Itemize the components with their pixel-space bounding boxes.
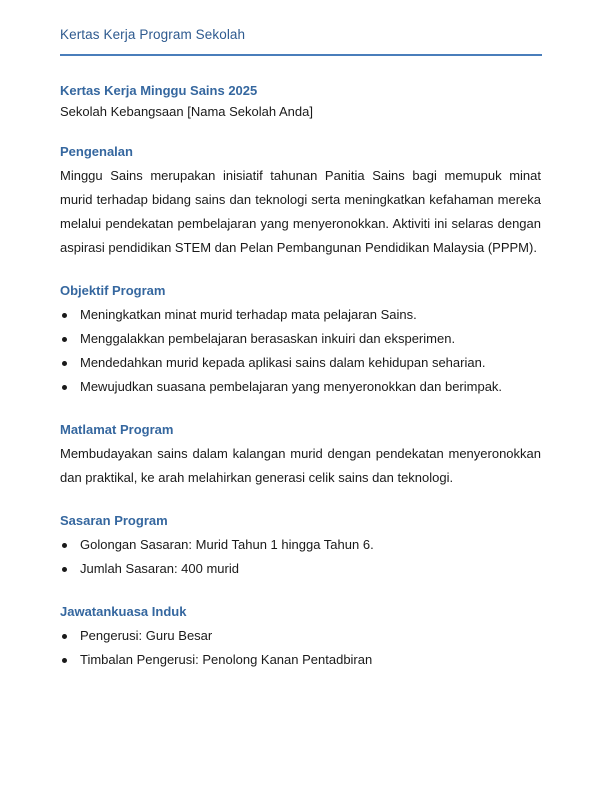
list-item [60, 327, 541, 351]
section-paragraph: Minggu Sains merupakan inisiatif tahunan Panitia Sains bagi memupuk minat murid terhadap bidang sains dan teknologi serta meningkatkan kefahaman mereka melalui pendekatan pembelajaran yang menyeronokkan. Aktiviti ini selaras dengan aspirasi pendidikan STEM dan Pelan Pembangunan Pendidikan Malaysia (PPPM). [60, 168, 541, 255]
section-pengenalan [60, 143, 541, 260]
list-item [60, 557, 541, 581]
list-item-text: Meningkatkan minat murid terhadap mata pelajaran Sains. [80, 307, 417, 322]
list-item-text: Mendedahkan murid kepada aplikasi sains dalam kehidupan seharian. [80, 355, 486, 370]
list-item-text: Jumlah Sasaran: 400 murid [80, 561, 239, 576]
list-item [60, 648, 541, 672]
section-heading: Pengenalan [60, 144, 133, 159]
list-item [60, 624, 541, 648]
document-body [60, 82, 541, 672]
list-item-text: Timbalan Pengerusi: Penolong Kanan Pentadbiran [80, 652, 373, 667]
section-jawatankuasa [60, 603, 541, 672]
bullet-icon [62, 658, 67, 663]
bullet-icon [62, 337, 67, 342]
section-heading: Jawatankuasa Induk [60, 604, 187, 619]
running-header: Kertas Kerja Program Sekolah [60, 27, 246, 42]
bullet-list [60, 533, 541, 581]
bullet-list [60, 624, 541, 672]
list-item [60, 303, 541, 327]
section-heading: Matlamat Program [60, 422, 174, 437]
list-item [60, 375, 541, 399]
list-item-text: Golongan Sasaran: Murid Tahun 1 hingga Tahun 6. [80, 537, 374, 552]
bullet-icon [62, 313, 67, 318]
section-sasaran [60, 512, 541, 581]
bullet-icon [62, 385, 67, 390]
list-item-text: Menggalakkan pembelajaran berasaskan inkuiri dan eksperimen. [80, 331, 456, 346]
list-item-text: Pengerusi: Guru Besar [80, 628, 213, 643]
list-item [60, 351, 541, 375]
section-matlamat [60, 421, 541, 490]
bullet-list [60, 303, 541, 399]
section-heading: Sasaran Program [60, 513, 168, 528]
list-item-text: Mewujudkan suasana pembelajaran yang menyeronokkan dan berimpak. [80, 379, 503, 394]
section-heading: Objektif Program [60, 283, 166, 298]
section-paragraph: Membudayakan sains dalam kalangan murid dengan pendekatan menyeronokkan dan praktikal, ke arah melahirkan generasi celik sains dan teknologi. [60, 446, 541, 485]
header-divider [60, 54, 542, 56]
section-objektif [60, 282, 541, 399]
bullet-icon [62, 634, 67, 639]
list-item [60, 533, 541, 557]
document-title: Kertas Kerja Minggu Sains 2025 [60, 83, 258, 98]
bullet-icon [62, 543, 67, 548]
bullet-icon [62, 361, 67, 366]
bullet-icon [62, 567, 67, 572]
document-subtitle: Sekolah Kebangsaan [Nama Sekolah Anda] [60, 104, 313, 119]
